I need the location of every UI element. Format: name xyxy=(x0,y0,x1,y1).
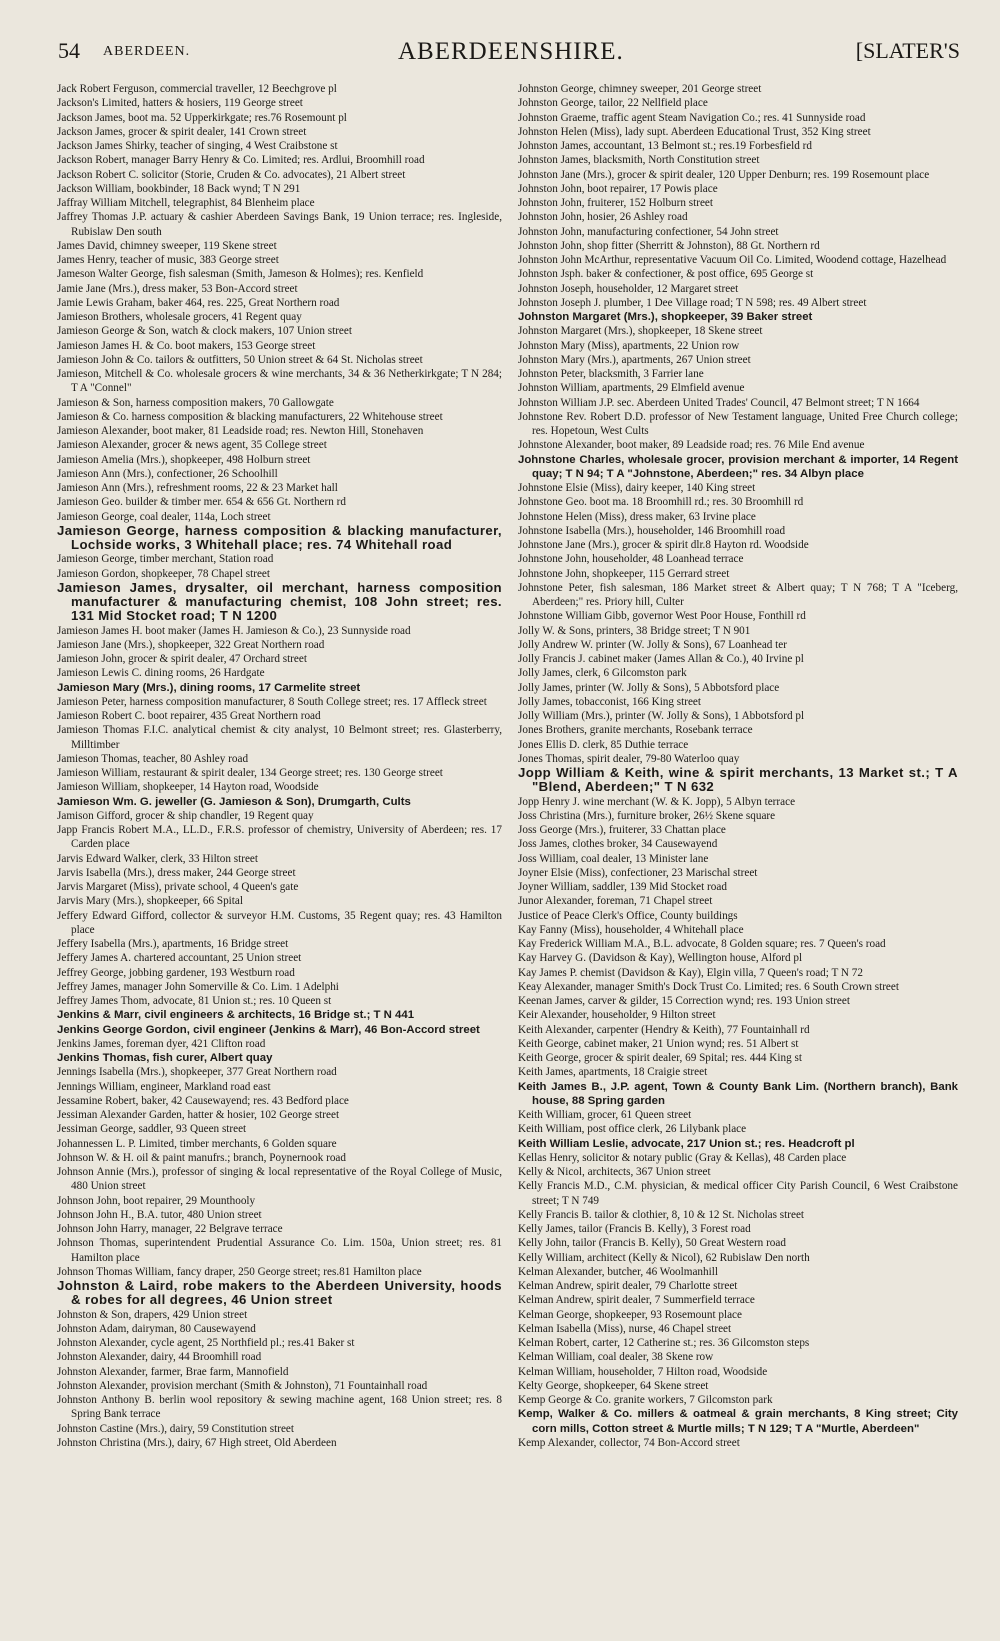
directory-entry: Jamieson George, timber merchant, Station road xyxy=(57,553,274,566)
directory-entry: Jamieson Jane (Mrs.), shopkeeper, 322 Great Northern road xyxy=(57,638,325,651)
directory-entry: Johnstone Elsie (Miss), dairy keeper, 140 King street xyxy=(518,482,756,494)
page-title: ABERDEENSHIRE. xyxy=(398,38,624,65)
directory-entry: Kelly William, architect (Kelly & Nicol), 62 Rubislaw Den north xyxy=(518,1251,810,1264)
directory-entry: Keenan James, carver & gilder, 15 Correction wynd; res. 193 Union street xyxy=(518,995,850,1007)
directory-entry: Johnston Graeme, traffic agent Steam Navigation Co.; res. 41 Sunnyside road xyxy=(518,111,866,124)
directory-entry: Keith James, apartments, 18 Craigie street xyxy=(518,1066,708,1079)
directory-entry: Kelman Andrew, spirit dealer, 79 Charlotte street xyxy=(518,1280,738,1292)
directory-entry: Johnston John, manufacturing confectioner, 54 John street xyxy=(518,225,779,238)
directory-entry: Jolly Andrew W. printer (W. Jolly & Sons), 67 Loanhead ter xyxy=(518,638,787,651)
directory-entry: Johnson John H., B.A. tutor, 480 Union street xyxy=(57,1208,262,1221)
directory-entry: Jamieson Ann (Mrs.), confectioner, 26 Schoolhill xyxy=(57,467,278,480)
directory-entry: Jamieson Thomas F.I.C. analytical chemist & city analyst, 10 Belmont street; res. Glasterberry, Milltimber xyxy=(57,724,502,751)
directory-entry: Kelly & Nicol, architects, 367 Union street xyxy=(518,1166,711,1178)
directory-entry: Jamieson James H. boot maker (James H. Jamieson & Co.), 23 Sunnyside road xyxy=(57,624,411,637)
directory-entry: Kelman George, shopkeeper, 93 Rosemount place xyxy=(518,1308,742,1321)
directory-entry: Johnstone Charles, wholesale grocer, provision merchant & importer, 14 Regent quay; T N 94; T A "Johnstone, Aberdeen;" res. 34 Albyn place xyxy=(518,453,958,480)
directory-entry: Johnson John Harry, manager, 22 Belgrave terrace xyxy=(57,1223,283,1235)
directory-entry: Jamieson William, shopkeeper, 14 Hayton road, Woodside xyxy=(57,781,319,794)
directory-entry: Jones Brothers, granite merchants, Rosebank terrace xyxy=(518,724,753,737)
directory-entry: Kelly Francis M.D., C.M. physician, & medical officer City Parish Council, 6 West Craibstone street; T N 749 xyxy=(518,1180,958,1207)
directory-entry: Johnston Joseph J. plumber, 1 Dee Village road; T N 598; res. 49 Albert street xyxy=(518,296,867,309)
directory-entry: Johnston William, apartments, 29 Elmfield avenue xyxy=(518,382,745,395)
directory-entry: Jamieson Lewis C. dining rooms, 26 Hardgate xyxy=(57,667,265,680)
directory-entry: Jamieson Geo. builder & timber mer. 654 & 656 Gt. Northern rd xyxy=(57,496,346,509)
directory-entry: Jolly James, printer (W. Jolly & Sons), 5 Abbotsford place xyxy=(518,681,780,694)
directory-entry: Jamieson Amelia (Mrs.), shopkeeper, 498 Holburn street xyxy=(57,453,311,466)
directory-entry: Kelman William, coal dealer, 38 Skene row xyxy=(518,1351,714,1364)
directory-entry: Johnston Alexander, farmer, Brae farm, Mannofield xyxy=(57,1365,289,1378)
directory-entry: Johnston Alexander, cycle agent, 25 Northfield pl.; res.41 Baker st xyxy=(57,1337,355,1349)
directory-entry: Jamieson John, grocer & spirit dealer, 47 Orchard street xyxy=(57,653,307,665)
directory-entry: Jackson James, boot ma. 52 Upperkirkgate; res.76 Rosemount pl xyxy=(57,111,347,124)
directory-entry: Jackson William, bookbinder, 18 Back wynd; T N 291 xyxy=(57,182,301,195)
directory-entry: Jackson's Limited, hatters & hosiers, 119 George street xyxy=(57,97,303,110)
directory-entry: Jameson Walter George, fish salesman (Smith, Jameson & Holmes); res. Kenfield xyxy=(57,268,424,281)
directory-entry: Jenkins Thomas, fish curer, Albert quay xyxy=(57,1052,273,1064)
directory-entry: Jamieson George & Son, watch & clock makers, 107 Union street xyxy=(57,325,352,338)
directory-entry: Kelman Alexander, butcher, 46 Woolmanhill xyxy=(518,1265,718,1278)
directory-entry: Johnston Margaret (Mrs.), shopkeeper, 18 Skene street xyxy=(518,325,763,338)
directory-entry: Jackson Robert C. solicitor (Storie, Cruden & Co. advocates), 21 Albert street xyxy=(57,168,406,181)
directory-entry: Johnston Jane (Mrs.), grocer & spirit dealer, 120 Upper Denburn; res. 199 Rosemount place xyxy=(518,168,930,181)
directory-entry: Jessiman George, saddler, 93 Queen street xyxy=(57,1123,247,1136)
directory-entry: Joss James, clothes broker, 34 Causewayend xyxy=(518,838,718,851)
directory-entry: Kelman William, householder, 7 Hilton road, Woodside xyxy=(518,1365,768,1378)
directory-entry: Keith James B., J.P. agent, Town & County Bank Lim. (Northern branch), Bank house, 88 Spring garden xyxy=(518,1080,958,1107)
directory-entry: Kelty George, shopkeeper, 64 Skene street xyxy=(518,1379,709,1392)
directory-entry: Jamieson George, coal dealer, 114a, Loch street xyxy=(57,510,271,523)
directory-entry: Johnstone Jane (Mrs.), grocer & spirit dlr.8 Hayton rd. Woodside xyxy=(518,539,809,551)
directory-entry: Johnston Peter, blacksmith, 3 Farrier lane xyxy=(518,368,704,380)
directory-entry: Japp Francis Robert M.A., LL.D., F.R.S. professor of chemistry, University of Aberdeen; res. 17 Carden place xyxy=(57,824,502,851)
directory-entry: Jolly James, clerk, 6 Gilcomston park xyxy=(518,667,687,680)
directory-entry: Jeffery Isabella (Mrs.), apartments, 16 Bridge street xyxy=(57,938,289,950)
directory-entry: Jamieson & Co. harness composition & blacking manufacturers, 22 Whitehouse street xyxy=(57,410,443,423)
directory-entry: Jamieson Robert C. boot repairer, 435 Great Northern road xyxy=(57,710,321,722)
directory-entry: Jack Robert Ferguson, commercial traveller, 12 Beechgrove pl xyxy=(57,83,337,95)
directory-entry: Jarvis Margaret (Miss), private school, 4 Queen's gate xyxy=(57,881,299,893)
directory-entry: Keith George, cabinet maker, 21 Union wynd; res. 51 Albert st xyxy=(518,1037,799,1050)
directory-entry: Johnston Mary (Miss), apartments, 22 Union row xyxy=(518,339,740,352)
directory-entry: Kelly James, tailor (Francis B. Kelly), 3 Forest road xyxy=(518,1223,751,1235)
directory-entry: Johnston Mary (Mrs.), apartments, 267 Union street xyxy=(518,353,751,366)
directory-entry: Johnston Christina (Mrs.), dairy, 67 High street, Old Aberdeen xyxy=(57,1436,337,1449)
directory-entry: Johnstone Geo. boot ma. 18 Broomhill rd.; res. 30 Broomhill rd xyxy=(518,496,804,509)
directory-entry: Johnson Annie (Mrs.), professor of singing & local representative of the Royal College of Music, 480 Union street xyxy=(57,1166,502,1193)
directory-entry: Johnston John McArthur, representative Vacuum Oil Co. Limited, Woodend cottage, Hazelhead xyxy=(518,254,947,266)
directory-entry: Johnson Thomas, superintendent Prudential Assurance Co. Lim. 150a, Union street; res. 81 Hamilton place xyxy=(57,1237,502,1264)
directory-entry: Jamieson James, drysalter, oil merchant, harness composition manufacturer & manufacturing chemist, 108 John street; res. 131 Mid Stocket road; T N 1200 xyxy=(57,579,502,624)
directory-entry: Kelman Robert, carter, 12 Catherine st.; res. 36 Gilcomston steps xyxy=(518,1337,810,1349)
directory-entry: Kay James P. chemist (Davidson & Kay), Elgin villa, 7 Queen's road; T N 72 xyxy=(518,966,863,979)
directory-entry: Johnston John, boot repairer, 17 Powis place xyxy=(518,182,718,195)
directory-entry: Jaffrey Thomas J.P. actuary & cashier Aberdeen Savings Bank, 19 Union terrace; res. Ingleside, Rubislaw Den south xyxy=(57,211,502,238)
directory-entry: Johnston Margaret (Mrs.), shopkeeper, 39 Baker street xyxy=(518,311,813,323)
right-column xyxy=(518,82,958,1450)
directory-entry: Jamieson Peter, harness composition manufacturer, 8 South College street; res. 17 Affleck street xyxy=(57,695,487,708)
directory-entry: Jaffray William Mitchell, telegraphist, 84 Blenheim place xyxy=(57,197,315,209)
directory-entry: Jackson Robert, manager Barry Henry & Co. Limited; res. Ardlui, Broomhill road xyxy=(57,154,425,167)
directory-entry: Jackson James, grocer & spirit dealer, 141 Crown street xyxy=(57,125,307,138)
directory-entry: Jarvis Isabella (Mrs.), dress maker, 244 George street xyxy=(57,866,296,879)
directory-entry: Kemp George & Co. granite workers, 7 Gilcomston park xyxy=(518,1394,773,1406)
directory-entry: Joyner Elsie (Miss), confectioner, 23 Marischal street xyxy=(518,866,758,879)
directory-entry: Jolly William (Mrs.), printer (W. Jolly & Sons), 1 Abbotsford pl xyxy=(518,710,805,722)
directory-entry: Keith William, grocer, 61 Queen street xyxy=(518,1109,692,1121)
directory-entry: Johnston Helen (Miss), lady supt. Aberdeen Educational Trust, 352 King street xyxy=(518,125,871,138)
directory-entry: Johnston James, blacksmith, North Constitution street xyxy=(518,154,760,167)
directory-entry: Jeffery Edward Gifford, collector & surveyor H.M. Customs, 35 Regent quay; res. 43 Hamilton place xyxy=(57,909,502,936)
directory-entry: Joyner William, saddler, 139 Mid Stocket road xyxy=(518,881,727,893)
directory-entry: Jenkins James, foreman dyer, 421 Clifton road xyxy=(57,1037,266,1050)
directory-entry: Kay Frederick William M.A., B.L. advocate, 8 Golden square; res. 7 Queen's road xyxy=(518,938,886,950)
directory-entry: Johnston Jsph. baker & confectioner, & post office, 695 George st xyxy=(518,268,814,281)
directory-entry: Keay Alexander, manager Smith's Dock Trust Co. Limited; res. 6 South Crown street xyxy=(518,980,899,993)
directory-entry: Kelly John, tailor (Francis B. Kelly), 50 Great Western road xyxy=(518,1237,786,1250)
directory-entry: Jamieson Wm. G. jeweller (G. Jamieson & Son), Drumgarth, Cults xyxy=(57,795,411,808)
directory-entry: Jones Ellis D. clerk, 85 Duthie terrace xyxy=(518,738,689,751)
directory-entry: Johnston James, accountant, 13 Belmont st.; res.19 Forbesfield rd xyxy=(518,140,812,152)
directory-entry: Jeffrey George, jobbing gardener, 193 Westburn road xyxy=(57,966,295,979)
directory-entry: Keith William Leslie, advocate, 217 Union st.; res. Headcroft pl xyxy=(518,1137,855,1150)
page-header xyxy=(58,38,960,74)
directory-entry: Jeffery James A. chartered accountant, 25 Union street xyxy=(57,952,302,965)
directory-entry: Johnston Alexander, dairy, 44 Broomhill road xyxy=(57,1351,262,1364)
directory-entry: Johnston John, fruiterer, 152 Holburn street xyxy=(518,197,713,209)
directory-entry: Joss George (Mrs.), fruiterer, 33 Chattan place xyxy=(518,824,726,836)
directory-entry: Keir Alexander, householder, 9 Hilton street xyxy=(518,1009,716,1022)
directory-entry: Keith Alexander, carpenter (Hendry & Keith), 77 Fountainhall rd xyxy=(518,1023,810,1036)
directory-entry: Johnston George, tailor, 22 Nellfield place xyxy=(518,97,708,110)
directory-entry: Johnstone John, householder, 48 Loanhead terrace xyxy=(518,553,744,566)
directory-entry: Jarvis Mary (Mrs.), shopkeeper, 66 Spital xyxy=(57,895,243,908)
directory-entry: Jamieson James H. & Co. boot makers, 153 George street xyxy=(57,339,316,352)
directory-entry: Jones Thomas, spirit dealer, 79-80 Waterloo quay xyxy=(518,752,740,765)
directory-entry: Johnstone Peter, fish salesman, 186 Market street & Albert quay; T N 768; T A "Iceberg, Aberdeen;" res. Priory hill, Culter xyxy=(518,581,958,608)
directory-entry: James David, chimney sweeper, 119 Skene street xyxy=(57,239,277,252)
directory-entry: Johnston & Son, drapers, 429 Union street xyxy=(57,1308,248,1321)
directory-entry: Jenkins George Gordon, civil engineer (Jenkins & Marr), 46 Bon-Accord street xyxy=(57,1023,480,1036)
directory-entry: Jamieson Ann (Mrs.), refreshment rooms, 22 & 23 Market hall xyxy=(57,482,338,494)
directory-entry: Johnston Anthony B. berlin wool repository & sewing machine agent, 168 Union street; res. 8 Spring Bank terrace xyxy=(57,1394,502,1421)
directory-entry: Jamieson John & Co. tailors & outfitters, 50 Union street & 64 St. Nicholas street xyxy=(57,353,423,366)
directory-entry: Jolly W. & Sons, printers, 38 Bridge street; T N 901 xyxy=(518,624,751,637)
directory-entry: Kelman Isabella (Miss), nurse, 46 Chapel street xyxy=(518,1322,732,1335)
directory-entry: Johnstone Rev. Robert D.D. professor of New Testament language, United Free Church college; res. Hopetoun, West Cults xyxy=(518,410,958,437)
directory-entry: Jamieson George, harness composition & blacking manufacturer, Lochside works, 3 Whitehall place; res. 74 Whitehall road xyxy=(57,522,502,552)
directory-entry: Jamieson Alexander, boot maker, 81 Leadside road; res. Newton Hill, Stonehaven xyxy=(57,425,424,437)
directory-entry: Jamie Jane (Mrs.), dress maker, 53 Bon-Accord street xyxy=(57,282,298,295)
directory-entry: James Henry, teacher of music, 383 George street xyxy=(57,254,279,266)
directory-entry: Justice of Peace Clerk's Office, County buildings xyxy=(518,909,738,922)
directory-entry: Johnson John, boot repairer, 29 Mounthooly xyxy=(57,1194,256,1207)
directory-entry: Joss Christina (Mrs.), furniture broker, 26½ Skene square xyxy=(518,809,776,822)
directory-entry: Kay Fanny (Miss), householder, 4 Whitehall place xyxy=(518,923,744,936)
directory-entry: Jamieson Mary (Mrs.), dining rooms, 17 Carmelite street xyxy=(57,681,361,694)
directory-entry: Jamieson & Son, harness composition makers, 70 Gallowgate xyxy=(57,396,334,409)
directory-entry: Kemp, Walker & Co. millers & oatmeal & grain merchants, 8 King street; City corn mills, Cotton street & Murtle mills; T N 129; T A "Murtle, Aberdeen" xyxy=(518,1408,958,1435)
directory-entry: Joss William, coal dealer, 13 Minister lane xyxy=(518,852,709,865)
directory-entry: Johnston William J.P. sec. Aberdeen United Trades' Council, 47 Belmont street; T N 1664 xyxy=(518,396,920,409)
directory-entry: Jessamine Robert, baker, 42 Causewayend; res. 43 Bedford place xyxy=(57,1094,349,1107)
directory-entry: Jamie Lewis Graham, baker 464, res. 225, Great Northern road xyxy=(57,296,340,309)
directory-entry: Kellas Henry, solicitor & notary public (Gray & Kellas), 48 Carden place xyxy=(518,1151,847,1164)
directory-entry: Kemp Alexander, collector, 74 Bon-Accord street xyxy=(518,1436,740,1449)
directory-entry: Jenkins & Marr, civil engineers & architects, 16 Bridge st.; T N 441 xyxy=(57,1009,415,1022)
directory-entry: Johnston Joseph, householder, 12 Margaret street xyxy=(518,282,739,295)
page-number: 54 xyxy=(58,38,80,63)
directory-entry: Junor Alexander, foreman, 71 Chapel street xyxy=(518,895,713,908)
directory-entry: Jackson James Shirky, teacher of singing, 4 West Craibstone st xyxy=(57,140,338,152)
directory-entry: Jopp Henry J. wine merchant (W. & K. Jopp), 5 Albyn terrace xyxy=(518,795,796,808)
directory-entry: Jessiman Alexander Garden, hatter & hosier, 102 George street xyxy=(57,1109,340,1121)
directory-entry: Johnson Thomas William, fancy draper, 250 George street; res.81 Hamilton place xyxy=(57,1265,422,1278)
directory-entry: Johnstone Helen (Miss), dress maker, 63 Irvine place xyxy=(518,510,756,523)
directory-entry: Johnston Castine (Mrs.), dairy, 59 Constitution street xyxy=(57,1422,294,1435)
directory-entry: Johnston George, chimney sweeper, 201 George street xyxy=(518,83,762,95)
directory-entry: Johnstone Alexander, boot maker, 89 Leadside road; res. 76 Mile End avenue xyxy=(518,439,865,452)
directory-entry: Johannessen L. P. Limited, timber merchants, 6 Golden square xyxy=(57,1137,337,1150)
directory-entry: Jamieson Alexander, grocer & news agent, 35 College street xyxy=(57,439,327,452)
directory-entry: Jamison Gifford, grocer & ship chandler, 19 Regent quay xyxy=(57,809,314,822)
directory-entry: Jennings Isabella (Mrs.), shopkeeper, 377 Great Northern road xyxy=(57,1066,337,1079)
directory-entry: Jeffrey James, manager John Somerville & Co. Lim. 1 Adelphi xyxy=(57,980,339,993)
directory-entry: Jolly Francis J. cabinet maker (James Allan & Co.), 40 Irvine pl xyxy=(518,653,804,665)
running-head: ABERDEEN. xyxy=(103,44,191,59)
directory-entry: Kay Harvey G. (Davidson & Kay), Wellington house, Alford pl xyxy=(518,952,803,965)
directory-entry: Johnstone William Gibb, governor West Poor House, Fonthill rd xyxy=(518,610,806,623)
directory-entry: Johnston & Laird, robe makers to the Aberdeen University, hoods & robes for all degrees, 46 Union street xyxy=(57,1278,502,1308)
directory-entry: Johnstone Isabella (Mrs.), householder, 146 Broomhill road xyxy=(518,524,786,537)
directory-entry: Johnston John, hosier, 26 Ashley road xyxy=(518,211,688,224)
directory-entry: Johnstone John, shopkeeper, 115 Gerrard street xyxy=(518,567,730,580)
directory-entry: Jamieson Thomas, teacher, 80 Ashley road xyxy=(57,752,249,765)
directory-entry: Johnson W. & H. oil & paint manufrs.; branch, Poynernook road xyxy=(57,1151,346,1164)
directory-entry: Johnston John, shop fitter (Sherritt & Johnston), 88 Gt. Northern rd xyxy=(518,239,820,252)
directory-entry: Jamieson, Mitchell & Co. wholesale grocers & wine merchants, 34 & 36 Netherkirkgate; T N 284; T A "Connel" xyxy=(57,368,502,395)
directory-entry: Kelly Francis B. tailor & clothier, 8, 10 & 12 St. Nicholas street xyxy=(518,1208,805,1221)
directory-entry: Jolly James, tobacconist, 166 King street xyxy=(518,695,702,708)
directory-entry: Jamieson William, restaurant & spirit dealer, 134 George street; res. 130 George street xyxy=(57,767,443,779)
directory-entry: Jamieson Gordon, shopkeeper, 78 Chapel street xyxy=(57,567,270,580)
directory-entry: Jeffrey James Thom, advocate, 81 Union st.; res. 10 Queen st xyxy=(57,995,332,1007)
directory-entry: Jamieson Brothers, wholesale grocers, 41 Regent quay xyxy=(57,311,302,323)
directory-entry: Keith George, grocer & spirit dealer, 69 Spital; res. 444 King st xyxy=(518,1052,802,1064)
left-column xyxy=(57,82,502,1450)
directory-entry: Jarvis Edward Walker, clerk, 33 Hilton street xyxy=(57,852,259,865)
directory-entry: Johnston Adam, dairyman, 80 Causewayend xyxy=(57,1322,256,1335)
publisher-label: [SLATER'S xyxy=(855,38,960,63)
directory-entry: Jopp William & Keith, wine & spirit merchants, 13 Market st.; T A "Blend, Aberdeen;" T N 632 xyxy=(518,765,958,795)
directory-entry: Johnston Alexander, provision merchant (Smith & Johnston), 71 Fountainhall road xyxy=(57,1379,428,1392)
directory-entry: Keith William, post office clerk, 26 Lilybank place xyxy=(518,1123,747,1136)
directory-entry: Kelman Andrew, spirit dealer, 7 Summerfield terrace xyxy=(518,1294,755,1307)
directory-entry: Jennings William, engineer, Markland road east xyxy=(57,1080,271,1093)
